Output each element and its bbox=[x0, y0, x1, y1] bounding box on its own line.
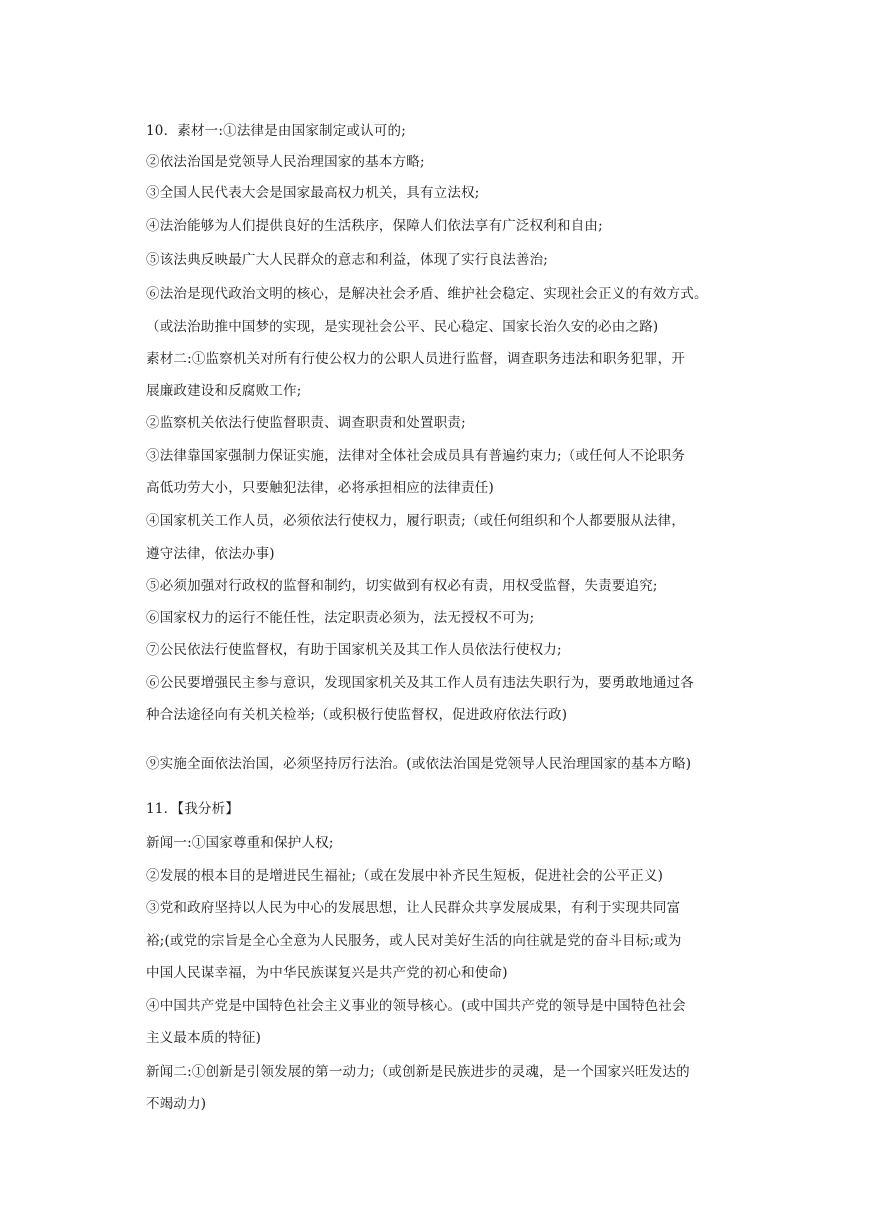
text-line: ⑦公民依法行使监督权，有助于国家机关及其工作人员依法行使权力; bbox=[146, 642, 562, 658]
text-line: ⑥国家权力的运行不能任性，法定职责必须为，法无授权不可为; bbox=[146, 610, 535, 626]
text-line: ⑥公民要增强民主参与意识，发现国家机关及其工作人员有违法失职行为，要勇敢地通过各 bbox=[146, 675, 694, 691]
text-line: ⑥法治是现代政治文明的核心，是解决社会矛盾、维护社会稳定、实现社会正义的有效方式。 bbox=[146, 286, 708, 302]
text-line: 新闻二:①创新是引领发展的第一动力;（或创新是民族进步的灵魂，是一个国家兴旺发达的 bbox=[146, 1064, 690, 1080]
text-line: 裕;(或党的宗旨是全心全意为人民服务，或人民对美好生活的向往就是党的奋斗目标;或为 bbox=[146, 933, 682, 949]
text-line: 中国人民谋幸福，为中华民族谋复兴是共产党的初心和使命) bbox=[146, 965, 508, 981]
text-line: ⑨实施全面依法治国，必须坚持厉行法治。(或依法治国是党领导人民治理国家的基本方略) bbox=[146, 756, 692, 772]
text-line: ②依法治国是党领导人民治理国家的基本方略; bbox=[146, 154, 425, 170]
text-line: 素材二:①监察机关对所有行使公权力的公职人员进行监督，调查职务违法和职务犯罪，开 bbox=[146, 351, 686, 367]
text-line: （或法治助推中国梦的实现，是实现社会公平、民心稳定、国家长治久安的必由之路) bbox=[146, 319, 659, 335]
text-line: ②发展的根本目的是增进民生福祉;（或在发展中补齐民生短板，促进社会的公平正义) bbox=[146, 868, 664, 884]
text-line: ③党和政府坚持以人民为中心的发展思想，让人民群众共享发展成果，有利于实现共同富 bbox=[146, 900, 681, 916]
text-line: 不竭动力) bbox=[146, 1096, 207, 1112]
text-line: ⑤必须加强对行政权的监督和制约，切实做到有权必有责，用权受监督，失责要追究; bbox=[146, 578, 658, 594]
text-line: 新闻一:①国家尊重和保护人权; bbox=[146, 835, 334, 851]
text-line: 种合法途径向有关机关检举;（或积极行使监督权，促进政府依法行政) bbox=[146, 707, 568, 723]
text-line: ④国家机关工作人员，必须依法行使权力，履行职责;（或任何组织和个人都要服从法律， bbox=[146, 513, 686, 529]
text-line: ⑤该法典反映最广大人民群众的意志和利益，体现了实行良法善治; bbox=[146, 252, 549, 268]
text-line: 高低功劳大小，只要触犯法律，必将承担相应的法律责任) bbox=[146, 480, 494, 496]
text-line: 11．【我分析】 bbox=[146, 801, 240, 817]
text-line: 展廉政建设和反腐败工作; bbox=[146, 383, 302, 399]
text-line: 10．素材一:①法律是由国家制定或认可的; bbox=[146, 123, 406, 139]
text-line: 遵守法律，依法办事) bbox=[146, 546, 275, 562]
text-line: ④中国共产党是中国特色社会主义事业的领导核心。(或中国共产党的领导是中国特色社会 bbox=[146, 998, 686, 1014]
text-line: ③全国人民代表大会是国家最高权力机关，具有立法权; bbox=[146, 185, 480, 201]
text-line: ③法律靠国家强制力保证实施，法律对全体社会成员具有普遍约束力;（或任何人不论职务 bbox=[146, 448, 686, 464]
text-line: 主义最本质的特征) bbox=[146, 1030, 262, 1046]
text-line: ②监察机关依法行使监督职责、调查职责和处置职责; bbox=[146, 415, 466, 431]
text-line: ④法治能够为人们提供良好的生活秩序，保障人们依法享有广泛权利和自由; bbox=[146, 218, 603, 234]
